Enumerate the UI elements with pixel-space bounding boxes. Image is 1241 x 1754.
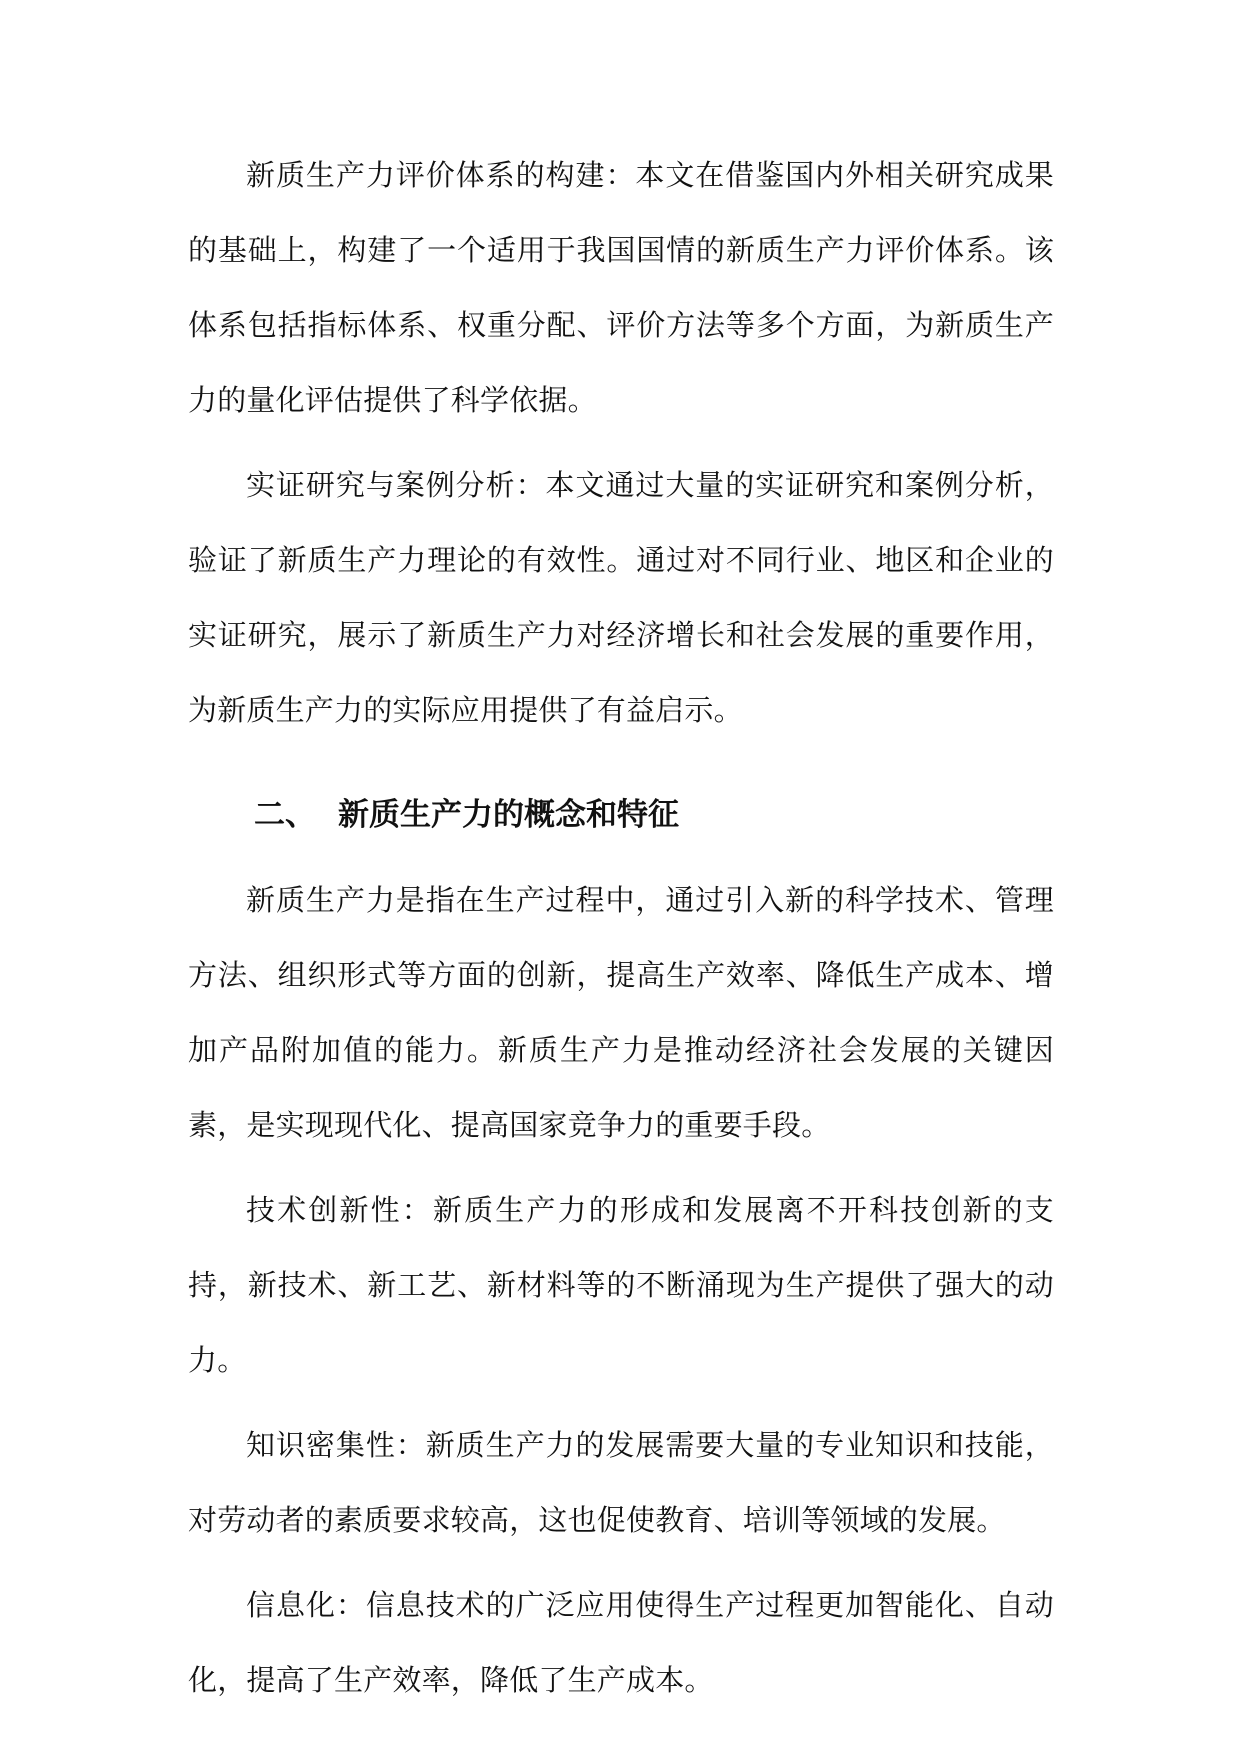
paragraph-knowledge-intensive: 知识密集性：新质生产力的发展需要大量的专业知识和技能，对劳动者的素质要求较高，这也促使教育、培训等领域的发展。 xyxy=(188,1428,1054,1537)
paragraph-evaluation-system: 新质生产力评价体系的构建：本文在借鉴国内外相关研究成果的基础上，构建了一个适用于我国国情的新质生产力评价体系。该体系包括指标体系、权重分配、评价方法等多个方面，为新质生产力的量化评估提供了科学依据。 xyxy=(188,158,1054,417)
paragraph-tech-innovation: 技术创新性：新质生产力的形成和发展离不开科技创新的支持，新技术、新工艺、新材料等的不断涌现为生产提供了强大的动力。 xyxy=(188,1193,1054,1377)
document-body xyxy=(188,138,1054,1728)
section-heading xyxy=(188,778,1054,853)
section-title: 新质生产力的概念和特征 xyxy=(338,797,679,833)
paragraph-empirical-research: 实证研究与案例分析：本文通过大量的实证研究和案例分析，验证了新质生产力理论的有效性。通过对不同行业、地区和企业的实证研究，展示了新质生产力对经济增长和社会发展的重要作用，为新质生产力的实际应用提供了有益启示。 xyxy=(188,468,1054,727)
section-number: 二、 xyxy=(254,797,316,833)
paragraph-definition: 新质生产力是指在生产过程中，通过引入新的科学技术、管理方法、组织形式等方面的创新，提高生产效率、降低生产成本、增加产品附加值的能力。新质生产力是推动经济社会发展的关键因素，是实现现代化、提高国家竞争力的重要手段。 xyxy=(188,883,1054,1142)
paragraph-informatization: 信息化：信息技术的广泛应用使得生产过程更加智能化、自动化，提高了生产效率，降低了生产成本。 xyxy=(188,1588,1054,1697)
